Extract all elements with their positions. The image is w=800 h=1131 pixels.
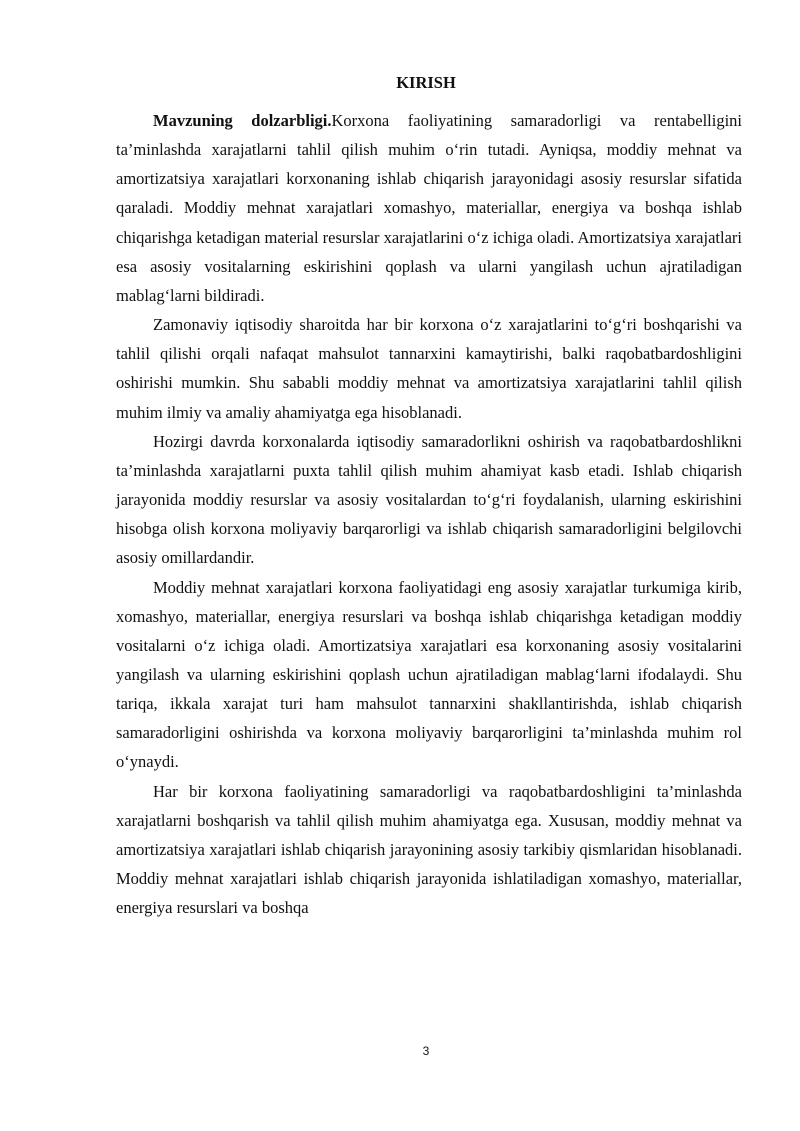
page-title: KIRISH bbox=[396, 73, 456, 92]
paragraph bbox=[116, 777, 742, 923]
body-text bbox=[116, 106, 742, 922]
paragraph-text: Har bir korxona faoliyatining samaradorligi va raqobatbardoshligini ta’minlashda xarajatlarni boshqarish va tahlil qilish muhim ahamiyatga ega. Xususan, moddiy mehnat va amortizatsiya xarajatlari ishlab chiqarish jarayonining asosiy tarkibiy qismlaridan hisoblanadi. Moddiy mehnat xarajatlari ishlab chiqarish jarayonida ishlatiladigan xomashyo, materiallar, energiya resurslari va boshqa bbox=[116, 781, 742, 918]
paragraph bbox=[116, 573, 742, 777]
page-number: 3 bbox=[422, 1044, 430, 1058]
paragraph bbox=[116, 310, 742, 427]
paragraph-lead: Mavzuning dolzarbligi. bbox=[153, 111, 332, 130]
paragraph bbox=[116, 427, 742, 573]
paragraph-text: Korxona faoliyatining samaradorligi va rentabelligini ta’minlashda xarajatlarni tahlil qilish muhim o‘rin tutadi. Ayniqsa, moddiy mehnat va amortizatsiya xarajatlari korxonaning ishlab chiqarish jarayonidagi asosiy resurslar sifatida qaraladi. Moddiy mehnat xarajatlari xomashyo, materiallar, energiya va boshqa ishlab chiqarishga ketadigan material resurslar xarajatlarini o‘z ichiga oladi. Amortizatsiya xarajatlari esa asosiy vositalarning eskirishini qoplash va ularni yangilash uchun ajratiladigan mablag‘larni bildiradi. bbox=[116, 111, 742, 305]
paragraph-text: Zamonaviy iqtisodiy sharoitda har bir korxona o‘z xarajatlarini to‘g‘ri boshqarishi va tahlil qilishi orqali nafaqat mahsulot tannarxini kamaytirishi, balki raqobatbardoshligini oshirishi mumkin. Shu sababli moddiy mehnat va amortizatsiya xarajatlarini tahlil qilish muhim ilmiy va amaliy ahamiyatga ega hisoblanadi. bbox=[116, 315, 742, 422]
paragraph-relevance bbox=[116, 106, 742, 310]
paragraph-text: Hozirgi davrda korxonalarda iqtisodiy samaradorlikni oshirish va raqobatbardoshlikni ta’minlashda xarajatlarni puxta tahlil qilish muhim ahamiyat kasb etadi. Ishlab chiqarish jarayonida moddiy resurslar va asosiy vositalardan to‘g‘ri foydalanish, ularning eskirishini hisobga olish korxona moliyaviy barqarorligi va ishlab chiqarish samaradorligini belgilovchi asosiy omillardandir. bbox=[116, 431, 742, 568]
paragraph-text: Moddiy mehnat xarajatlari korxona faoliyatidagi eng asosiy xarajatlar turkumiga kirib, xomashyo, materiallar, energiya resurslari va boshqa ishlab chiqarishga ketadigan moddiy vositalarni o‘z ichiga oladi. Amortizatsiya xarajatlari esa korxonaning asosiy vositalarini yangilash va ularning eskirishini qoplash uchun ajratiladigan mablag‘larni ifodalaydi. Shu tariqa, ikkala xarajat turi ham mahsulot tannarxini shakllantirishda, ishlab chiqarish samaradorligini oshirishda va korxona moliyaviy barqarorligini ta’minlashda muhim rol o‘ynaydi. bbox=[116, 577, 742, 772]
